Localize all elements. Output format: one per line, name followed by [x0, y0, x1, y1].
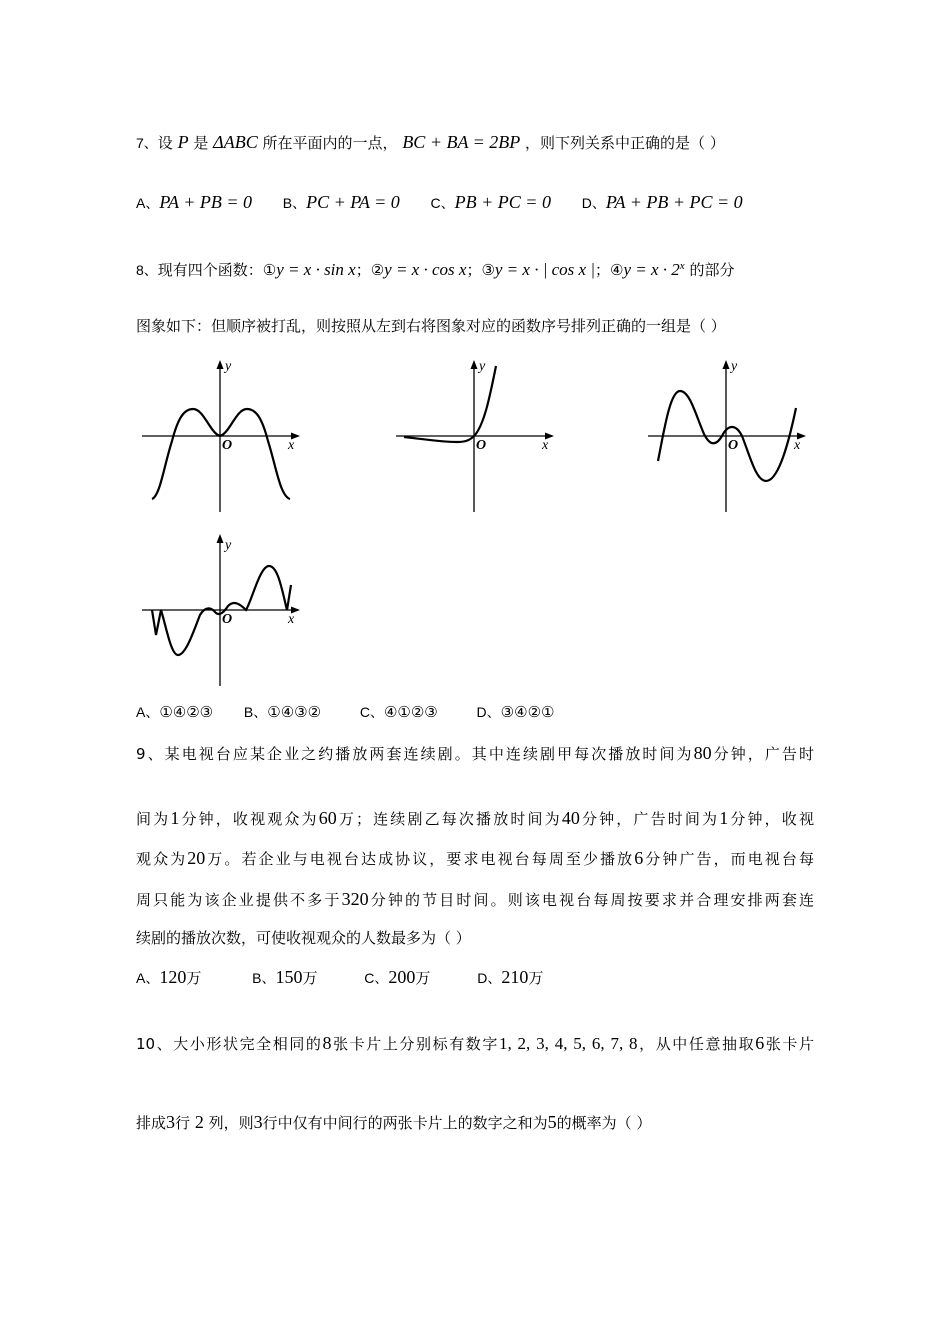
- q9-options: [136, 967, 569, 988]
- svg-text:y: y: [731, 359, 738, 374]
- q7-triangle: ΔABC: [213, 132, 258, 152]
- q7-option-b[interactable]: B、PC + PA = 0: [282, 192, 400, 212]
- y-axis-arrow: [723, 360, 730, 369]
- q7-options: [136, 192, 769, 213]
- y-axis-arrow: [217, 534, 224, 543]
- q10-line-1: 10、大小形状完全相同的8张卡片上分别标有数字1, 2, 3, 4, 5, 6, 7, 8，从中任意抽取6张卡片: [136, 1033, 814, 1053]
- y-axis-arrow: [471, 360, 478, 369]
- q8-option-c[interactable]: C、④①②③: [359, 703, 438, 721]
- q8-option-a[interactable]: A、①④②③: [136, 703, 214, 721]
- q8-stem: 8、现有四个函数：①y = x · sin x；②y = x · cos x；③y = x · | cos x |；④y = $x \cdot 2^x$ 的部分: [136, 260, 735, 279]
- q7-option-a[interactable]: A、PA + PB = 0: [136, 192, 252, 212]
- q9-line-5: 续剧的播放次数，可使收视观众的人数最多为（ ）: [136, 929, 471, 947]
- q8-option-d[interactable]: D、③④②①: [476, 703, 555, 721]
- q9-option-b[interactable]: B、150万: [252, 967, 318, 987]
- q9-line-1: 9、某电视台应某企业之约播放两套连续剧。其中连续剧甲每次播放时间为80分钟，广告时: [136, 743, 814, 763]
- q9-option-a[interactable]: A、120万: [136, 967, 202, 987]
- q7-equation: BC + BA = 2BP: [402, 132, 521, 152]
- q7-stem: 7、设 P 是 ΔABC 所在平面内的一点， BC + BA = 2BP ，则下列关系中正确的是（ ）: [136, 132, 725, 152]
- q7-point-p: P: [177, 132, 189, 152]
- q7-option-d[interactable]: D、PA + PB + PC = 0: [581, 192, 743, 212]
- svg-text:O: O: [476, 438, 487, 453]
- q8-stem-line2: 图象如下：但顺序被打乱，则按照从左到右将图象对应的函数序号排列正确的一组是（ ）: [136, 317, 726, 335]
- svg-text:y: y: [225, 538, 232, 553]
- q9-line-4: 周只能为该企业提供不多于320分钟的节目时间。则该电视台每周按要求并合理安排两套连: [136, 889, 814, 909]
- svg-text:O: O: [222, 612, 233, 627]
- svg-text:x: x: [794, 438, 801, 453]
- q8-graph-2: [392, 356, 562, 516]
- svg-text:x: x: [288, 612, 295, 627]
- q9-line-3: 观众为20万。若企业与电视台达成协议，要求电视台每周至少播放6分钟广告，而电视台每: [136, 848, 814, 868]
- q10-line-2: 排成3行 2 列，则3行中仅有中间行的两张卡片上的数字之和为5的概率为（ ）: [136, 1112, 652, 1132]
- q9-line-2: 间为1分钟，收视观众为60万；连续剧乙每次播放时间为40分钟，广告时间为1分钟，收视: [136, 808, 814, 828]
- q8-graph-4: [138, 530, 308, 690]
- q9-option-d[interactable]: D、210万: [477, 967, 544, 987]
- y-axis-arrow: [217, 360, 224, 369]
- svg-text:O: O: [222, 438, 233, 453]
- curve: [152, 409, 290, 499]
- svg-text:y: y: [225, 359, 232, 374]
- svg-text:O: O: [728, 438, 739, 453]
- q8-graph-1: [138, 356, 308, 516]
- svg-text:x: x: [288, 438, 295, 453]
- q8-options: [136, 702, 580, 722]
- q8-option-b[interactable]: B、①④③②: [243, 703, 322, 721]
- curve: [404, 366, 496, 442]
- q9-option-c[interactable]: C、200万: [364, 967, 431, 987]
- svg-text:x: x: [542, 438, 549, 453]
- q8-graph-3: [644, 356, 814, 516]
- q7-option-c[interactable]: C、PB + PC = 0: [430, 192, 551, 212]
- svg-text:y: y: [479, 359, 486, 374]
